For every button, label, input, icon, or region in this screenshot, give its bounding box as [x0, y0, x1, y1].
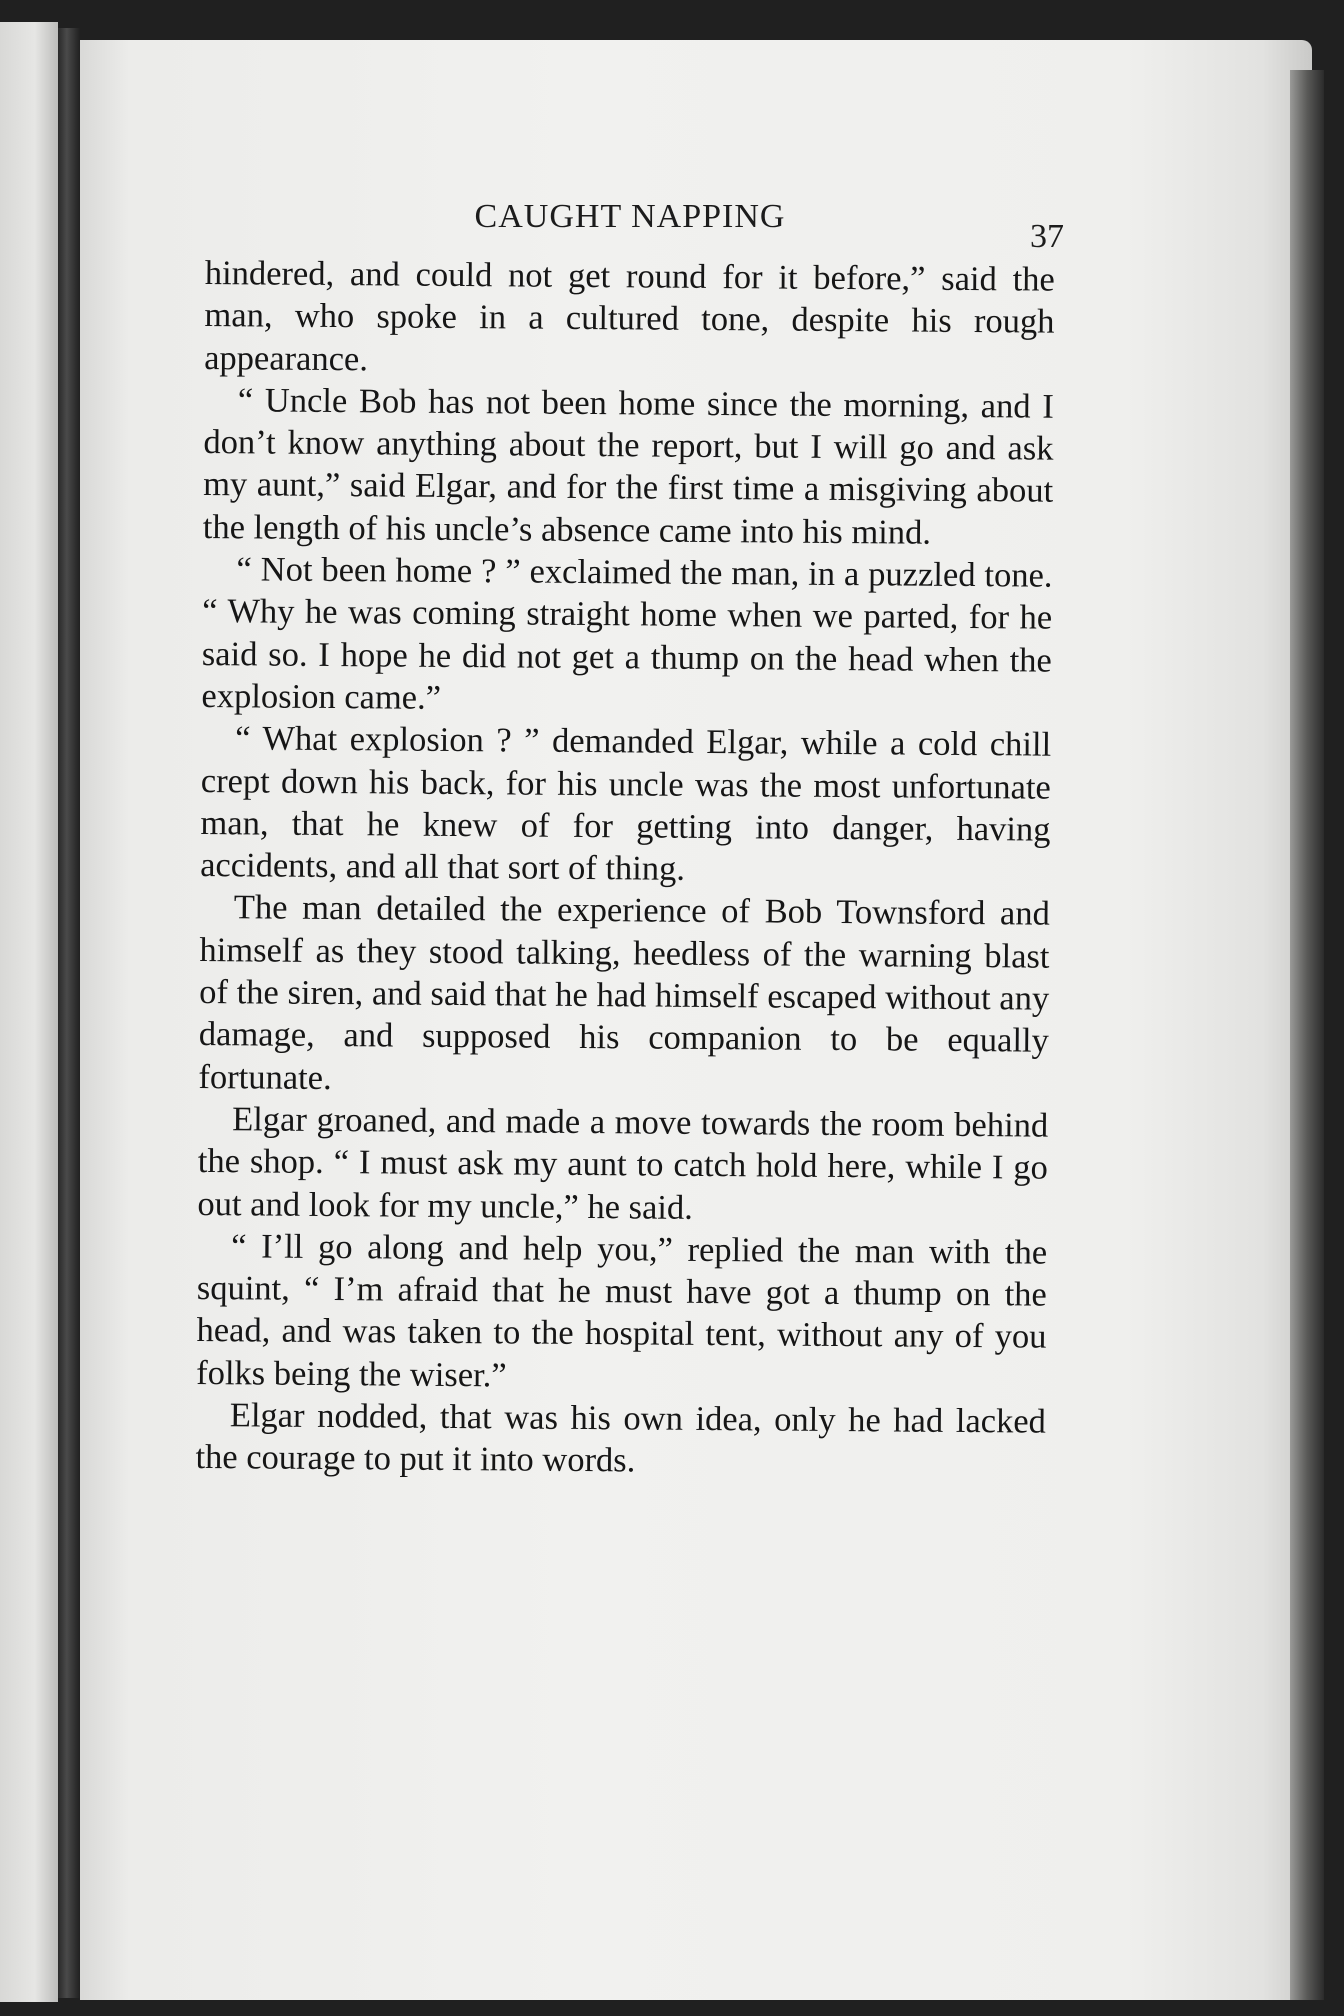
- paragraph: “ Uncle Bob has not been home since the morning, and I don’t know anything about the report, but I will go and ask my aunt,” said Elgar, and for the first time a misgiving about the length of his uncle’s absence came into his mind.: [202, 381, 1054, 552]
- paragraph: Elgar groaned, and made a move towards the room behind the shop. “ I must ask my aunt to catch hold here, while I go out and look for my uncle,” he said.: [197, 1100, 1049, 1227]
- paragraph: hindered, and could not get round for it before,” said the man, who spoke in a cultured tone, despite his rough appearance.: [204, 253, 1055, 378]
- page-body-text: [195, 252, 1055, 1485]
- paragraph: “ Not been home ? ” exclaimed the man, in a puzzled tone. “ Why he was coming straight home when we parted, for he said so. I hope he did not get a thump on the head when the explosion came.”: [201, 550, 1053, 717]
- book-gutter: [58, 28, 80, 1998]
- paragraph: Elgar nodded, that was his own idea, only he had lacked the courage to put it into words.: [195, 1396, 1046, 1480]
- paragraph: “ What explosion ? ” demanded Elgar, while a cold chill crept down his back, for his uncle was the most unfortunate man, that he knew of for getting into danger, having accidents, and all that sort of thing.: [200, 719, 1052, 888]
- page-number: 37: [1030, 218, 1064, 255]
- left-page-edge: [0, 22, 58, 2002]
- paragraph: “ I’ll go along and help you,” replied the man with the squint, “ I’m afraid that he must have got a thump on the head, and was taken to the hospital tent, without any of you folks being the wiser.”: [196, 1227, 1048, 1395]
- page-fore-edge: [1290, 70, 1324, 2000]
- running-head-title: CAUGHT NAPPING: [474, 198, 786, 235]
- paragraph: The man detailed the experience of Bob Townsford and himself as they stood talking, heedless of the warning blast of the siren, and said that he had himself escaped without any damage, and supposed his companion to be equally fortunate.: [198, 888, 1050, 1097]
